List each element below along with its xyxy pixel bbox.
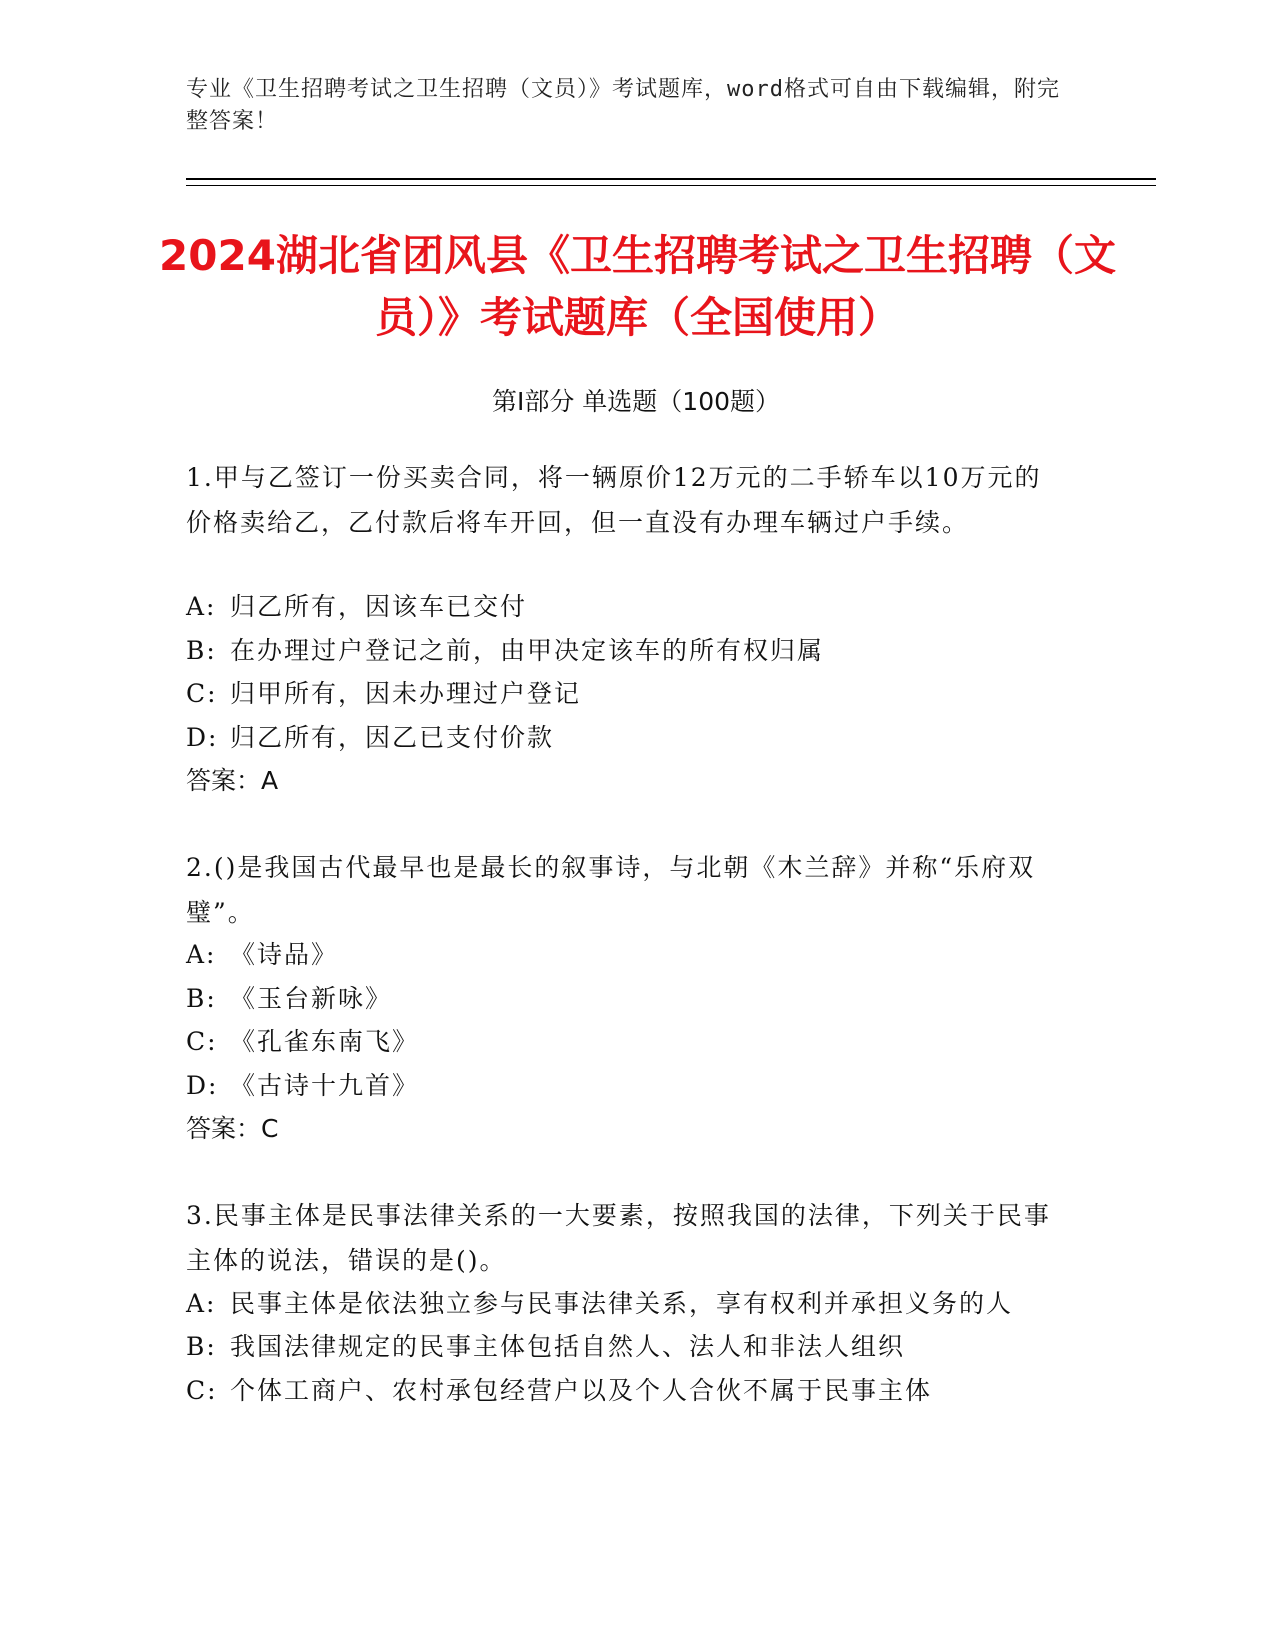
option-key: A:: [186, 1289, 217, 1318]
option-key: A:: [186, 592, 217, 621]
option-key: D:: [186, 723, 219, 752]
question-3-text: 3.民事主体是民事法律关系的一大要素，按照我国的法律，下列关于民事主体的说法，错误的是()。: [186, 1201, 1051, 1275]
question-1-answer: 答案：A: [186, 766, 279, 795]
option-key: C:: [186, 1376, 218, 1405]
option-text: 民事主体是依法独立参与民事法律关系，享有权利并承担义务的人: [230, 1289, 1014, 1318]
option-text: 我国法律规定的民事主体包括自然人、法人和非法人组织: [230, 1332, 906, 1361]
option-key: A:: [186, 940, 217, 969]
question-2-option-c: [186, 1019, 1106, 1064]
option-text: 归乙所有，因乙已支付价款: [230, 723, 555, 752]
question-2-option-b: [186, 976, 1106, 1021]
option-key: C:: [186, 679, 218, 708]
option-text: 归乙所有，因该车已交付: [230, 592, 528, 621]
option-text: 《诗品》: [230, 940, 339, 969]
option-text: 《古诗十九首》: [230, 1071, 420, 1100]
question-1-option-b: [186, 628, 1106, 673]
document-title: 2024湖北省团风县《卫生招聘考试之卫生招聘（文员）》考试题库（全国使用）: [159, 231, 1116, 342]
option-key: D:: [186, 1071, 219, 1100]
option-text: 在办理过户登记之前，由甲决定该车的所有权归属: [230, 636, 825, 665]
question-2-text: 2.()是我国古代最早也是最长的叙事诗，与北朝《木兰辞》并称“乐府双璧”。: [186, 853, 1036, 927]
option-key: B:: [186, 984, 217, 1013]
question-2-option-a: [186, 932, 1106, 977]
question-2-option-d: [186, 1063, 1106, 1108]
header-note: 专业《卫生招聘考试之卫生招聘（文员）》考试题库，word格式可自由下载编辑，附完整答案！: [186, 77, 1060, 134]
option-text: 归甲所有，因未办理过户登记: [230, 679, 582, 708]
question-3-option-c: [186, 1368, 1106, 1413]
section-heading: 第Ⅰ部分 单选题（100题）: [491, 387, 781, 416]
question-3-option-b: [186, 1324, 1106, 1369]
option-text: 个体工商户、农村承包经营户以及个人合伙不属于民事主体: [230, 1376, 933, 1405]
option-key: C:: [186, 1027, 218, 1056]
question-2-answer: 答案：C: [186, 1114, 279, 1143]
option-text: 《孔雀东南飞》: [230, 1027, 420, 1056]
question-1-text: 1.甲与乙签订一份买卖合同，将一辆原价12万元的二手轿车以10万元的价格卖给乙，乙付款后将车开回，但一直没有办理车辆过户手续。: [186, 463, 1042, 537]
question-1-option-d: [186, 715, 1106, 760]
option-text: 《玉台新咏》: [230, 984, 393, 1013]
header-rule-thick: [186, 178, 1156, 180]
option-key: B:: [186, 1332, 217, 1361]
header-rule-thin: [186, 185, 1156, 186]
question-3-option-a: [186, 1281, 1106, 1326]
question-1-option-c: [186, 671, 1106, 716]
question-1-option-a: [186, 584, 1106, 629]
option-key: B:: [186, 636, 217, 665]
